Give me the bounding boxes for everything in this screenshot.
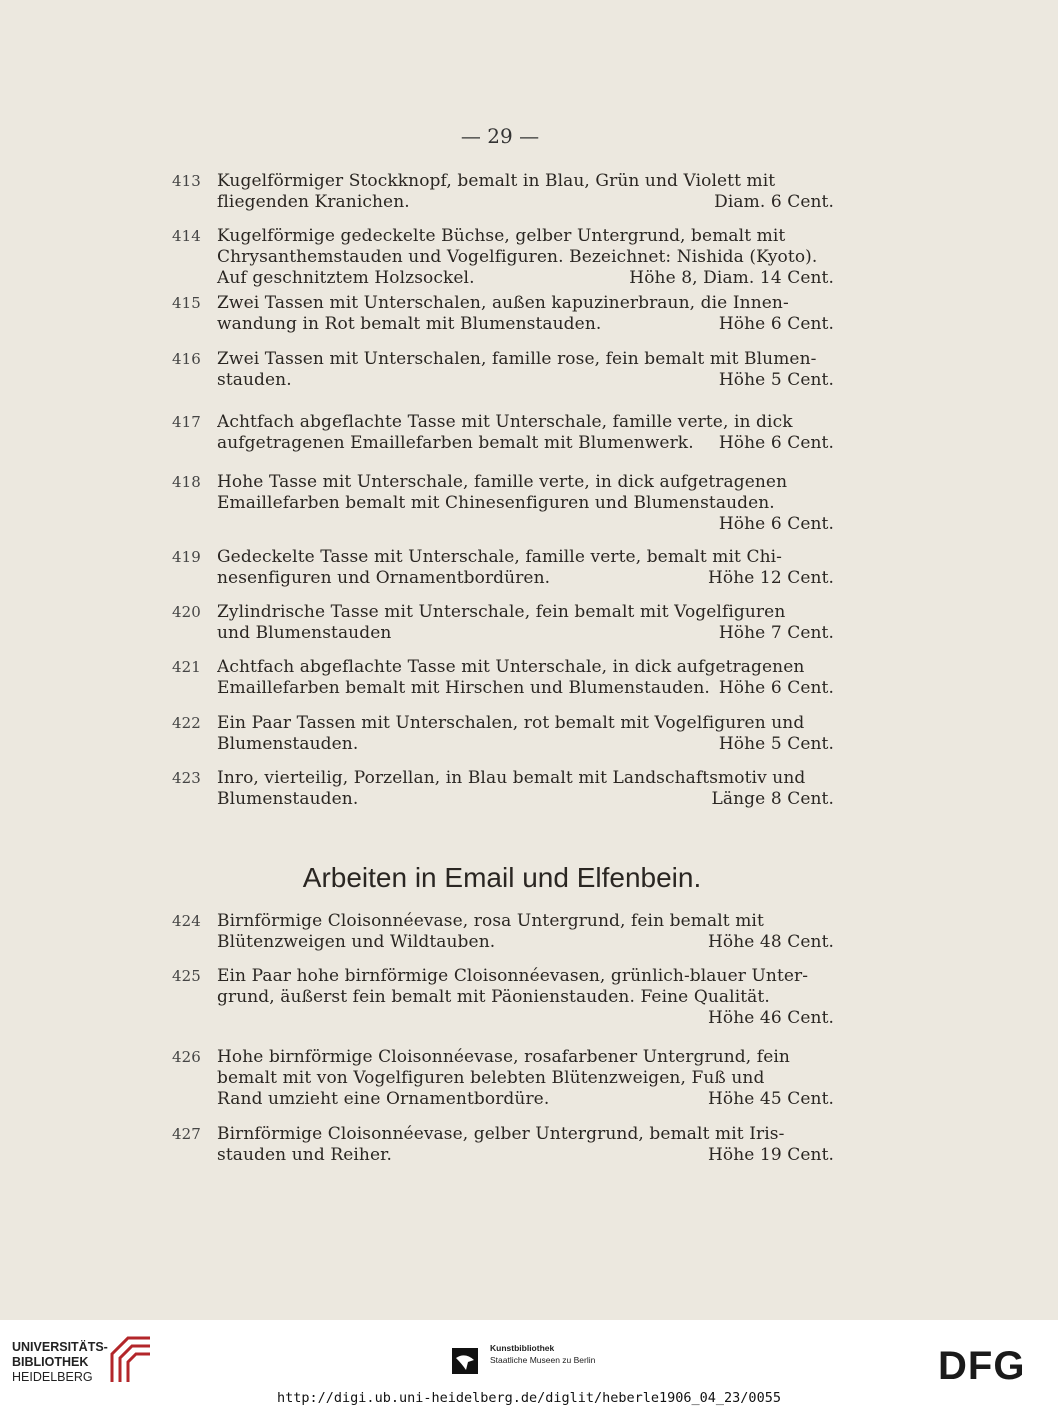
ub-logo-line2: BIBLIOTHEK (12, 1355, 89, 1369)
entry-number: 426 (172, 1048, 201, 1066)
entry-measurement: Höhe 5 Cent. (718, 734, 834, 754)
entry-text-line: Kugelförmige gedeckelte Büchse, gelber Untergrund, bemalt mit (217, 226, 786, 246)
entry-measurement: Höhe 6 Cent. (718, 433, 834, 453)
entry-number: 424 (172, 912, 201, 930)
entry-text-line: stauden und Reiher. (217, 1145, 392, 1165)
catalog-entry (172, 171, 834, 213)
kunstbibliothek-name: Kunstbibliothek (490, 1343, 555, 1353)
entry-measurement: Länge 8 Cent. (711, 789, 834, 809)
catalog-entry (172, 226, 834, 289)
entry-text-line: grund, äußerst fein bemalt mit Päonienstauden. Feine Qualität. (217, 987, 770, 1007)
entry-text-line: Emaillefarben bemalt mit Chinesenfiguren und Blumenstauden. (217, 493, 775, 513)
entry-measurement: Höhe 48 Cent. (707, 932, 834, 952)
entry-text-line: Auf geschnitztem Holzsockel. (217, 268, 475, 288)
ub-heidelberg-logo[interactable] (12, 1340, 108, 1385)
entry-measurement: Höhe 12 Cent. (707, 568, 834, 588)
catalog-entry (172, 472, 834, 535)
ub-heidelberg-emblem-icon (108, 1332, 154, 1384)
entry-measurement: Höhe 45 Cent. (707, 1089, 834, 1109)
section-heading: Arbeiten in Email und Elfenbein. (302, 862, 702, 893)
entry-text-line: aufgetragenen Emaillefarben bemalt mit Blumenwerk. (217, 433, 694, 453)
kunstbibliothek-emblem-icon (452, 1348, 478, 1374)
catalog-entry (172, 412, 834, 454)
entry-text-line: Birnförmige Cloisonnéevase, gelber Untergrund, bemalt mit Iris- (217, 1124, 785, 1144)
entry-number: 413 (172, 172, 201, 190)
entry-number: 427 (172, 1125, 201, 1143)
entry-text-line: Inro, vierteilig, Porzellan, in Blau bemalt mit Landschaftsmotiv und (217, 768, 806, 788)
entry-measurement: Höhe 8, Diam. 14 Cent. (629, 268, 834, 288)
ub-logo-line3: HEIDELBERG (12, 1370, 93, 1384)
entry-number: 425 (172, 967, 201, 985)
page-number: — 29 — (460, 124, 540, 148)
entry-text-line: Zylindrische Tasse mit Unterschale, fein bemalt mit Vogelfiguren (217, 602, 786, 622)
entry-text-line: Ein Paar Tassen mit Unterschalen, rot bemalt mit Vogelfiguren und (217, 713, 805, 733)
entry-measurement: Diam. 6 Cent. (714, 192, 834, 212)
catalog-entry (172, 1047, 834, 1110)
entry-measurement: Höhe 6 Cent. (718, 514, 834, 534)
entry-text-line: Gedeckelte Tasse mit Unterschale, famille verte, bemalt mit Chi- (217, 547, 783, 567)
entry-text-line: Blumenstauden. (217, 789, 359, 809)
entry-text-line: Rand umzieht eine Ornamentbordüre. (217, 1089, 550, 1109)
catalog-entry (172, 1124, 834, 1166)
entry-measurement: Höhe 6 Cent. (718, 678, 834, 698)
entry-number: 415 (172, 294, 201, 312)
entry-measurement: Höhe 5 Cent. (718, 370, 834, 390)
entry-text-line: fliegenden Kranichen. (217, 192, 410, 212)
entry-measurement: Höhe 7 Cent. (718, 623, 834, 643)
entry-text-line: Blumenstauden. (217, 734, 359, 754)
entry-number: 418 (172, 473, 201, 491)
entry-number: 419 (172, 548, 201, 566)
catalog-entry (172, 547, 834, 589)
entry-number: 421 (172, 658, 201, 676)
footer-bar (0, 1320, 1058, 1407)
entry-text-line: Zwei Tassen mit Unterschalen, famille rose, fein bemalt mit Blumen- (217, 349, 817, 369)
catalog-entry (172, 768, 834, 810)
entry-measurement: Höhe 19 Cent. (707, 1145, 834, 1165)
kunstbibliothek-subtitle: Staatliche Museen zu Berlin (490, 1355, 596, 1365)
entry-text-line: Achtfach abgeflachte Tasse mit Unterschale, in dick aufgetragenen (217, 657, 805, 677)
entry-number: 417 (172, 413, 201, 431)
catalog-entry (172, 293, 834, 335)
entry-measurement: Höhe 46 Cent. (707, 1008, 834, 1028)
permalink-url[interactable]: http://digi.ub.uni-heidelberg.de/diglit/heberle1906_04_23/0055 (277, 1390, 781, 1406)
kunstbibliothek-logo[interactable] (452, 1342, 622, 1378)
entry-text-line: Hohe birnförmige Cloisonnéevase, rosafarbener Untergrund, fein (217, 1047, 790, 1067)
entry-number: 414 (172, 227, 201, 245)
ub-logo-line1: UNIVERSITÄTS- (12, 1340, 108, 1354)
entry-number: 422 (172, 714, 201, 732)
entry-number: 420 (172, 603, 201, 621)
entry-text-line: Ein Paar hohe birnförmige Cloisonnéevasen, grünlich-blauer Unter- (217, 966, 809, 986)
catalog-entry (172, 657, 834, 699)
entry-text-line: nesenfiguren und Ornamentbordüren. (217, 568, 551, 588)
entry-text-line: Chrysanthemstauden und Vogelfiguren. Bezeichnet: Nishida (Kyoto). (217, 247, 818, 267)
catalog-entry (172, 966, 834, 1029)
entry-text-line: und Blumenstauden (217, 623, 392, 643)
catalog-entry (172, 713, 834, 755)
entry-text-line: bemalt mit von Vogelfiguren belebten Blütenzweigen, Fuß und (217, 1068, 765, 1088)
catalog-entry (172, 349, 834, 391)
entry-text-line: wandung in Rot bemalt mit Blumenstauden. (217, 314, 602, 334)
entry-measurement: Höhe 6 Cent. (718, 314, 834, 334)
entry-text-line: Birnförmige Cloisonnéevase, rosa Untergrund, fein bemalt mit (217, 911, 764, 931)
entry-number: 423 (172, 769, 201, 787)
catalog-entry (172, 602, 834, 644)
catalog-entry (172, 911, 834, 953)
entry-text-line: Blütenzweigen und Wildtauben. (217, 932, 496, 952)
entry-number: 416 (172, 350, 201, 368)
entry-text-line: Zwei Tassen mit Unterschalen, außen kapuzinerbraun, die Innen- (217, 293, 789, 313)
entry-text-line: Hohe Tasse mit Unterschale, famille verte, in dick aufgetragenen (217, 472, 788, 492)
entry-text-line: Kugelförmiger Stockknopf, bemalt in Blau, Grün und Violett mit (217, 171, 776, 191)
dfg-logo[interactable]: DFG (938, 1344, 1026, 1388)
entry-text-line: Emaillefarben bemalt mit Hirschen und Blumenstauden. (217, 678, 710, 698)
entry-text-line: stauden. (217, 370, 292, 390)
entry-text-line: Achtfach abgeflachte Tasse mit Unterschale, famille verte, in dick (217, 412, 793, 432)
